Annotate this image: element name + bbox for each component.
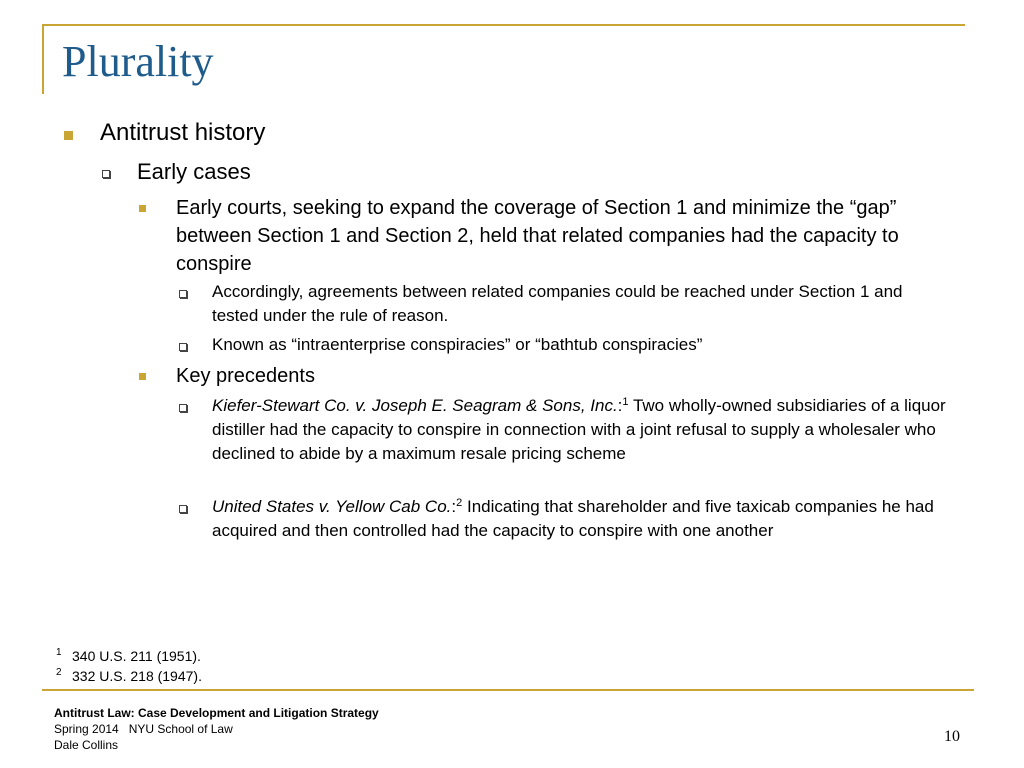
footnote-ref-2: 2 [456, 497, 463, 509]
footnote [56, 666, 202, 686]
bullet-early-cases: Early cases [137, 159, 251, 184]
footnote-text: 340 U.S. 211 (1951). [72, 648, 201, 664]
slide-title: Plurality [62, 37, 214, 86]
case-name-yellow-cab: United States v. Yellow Cab Co. [212, 497, 452, 516]
footnote-mark: 1 [56, 647, 62, 658]
bullet-known-as: Known as “intraenterprise conspiracies” or “bathtub conspiracies” [212, 335, 703, 354]
bullet-filled-square-icon [139, 373, 146, 380]
bottom-rule [42, 689, 974, 691]
bullet-yellow-cab: United States v. Yellow Cab Co.:$^2$ Indicating that shareholder and five taxicab companies he had acquired and then controlled had the capacity to conspire with one another [212, 497, 934, 540]
bullet-outline-square-icon [102, 170, 110, 178]
slide-footer [54, 705, 379, 753]
case-description-yellow-cab: Indicating that shareholder and five taxicab companies he had acquired and then controlled had the capacity to conspire with one another [212, 497, 934, 540]
bullet-outline-square-icon [179, 505, 187, 513]
footnote-text: 332 U.S. 218 (1947). [72, 668, 202, 684]
bullet-accordingly: Accordingly, agreements between related companies could be reached under Section 1 and tested under the rule of reason. [212, 282, 903, 325]
footnote-ref-1: 1 [622, 396, 629, 408]
bullet-antitrust-history: Antitrust history [100, 119, 266, 146]
bullet-filled-square-icon [64, 131, 73, 140]
bullet-kiefer: Kiefer-Stewart Co. v. Joseph E. Seagram & Sons, Inc.:$^1$ Two wholly-owned subsidiaries of a liquor distiller had the capacity to conspire in connection with a joint refusal to supply a wholesaler who declined to abide by a maximum resale pricing scheme [212, 396, 946, 463]
footnotes [56, 646, 202, 686]
footnote [56, 646, 202, 666]
top-rule [42, 24, 965, 26]
footnote-mark: 2 [56, 667, 62, 678]
bullet-early-courts: Early courts, seeking to expand the coverage of Section 1 and minimize the “gap” between Section 1 and Section 2, held that related companies had the capacity to conspire [176, 197, 899, 275]
page-number: 10 [944, 728, 960, 745]
bullet-outline-square-icon [179, 290, 187, 298]
case-description-kiefer: Two wholly-owned subsidiaries of a liquor distiller had the capacity to conspire in connection with a joint refusal to supply a wholesaler who declined to abide by a maximum resale pricing scheme [212, 396, 946, 463]
bullet-outline-square-icon [179, 404, 187, 412]
left-rule [42, 24, 44, 94]
bullet-outline-square-icon [179, 343, 187, 351]
footer-author: Dale Collins [54, 738, 119, 752]
bullet-filled-square-icon [139, 205, 146, 212]
footer-course: Antitrust Law: Case Development and Litigation Strategy [54, 706, 379, 720]
bullet-key-precedents: Key precedents [176, 365, 315, 387]
footer-term: Spring 2014 NYU School of Law [54, 722, 233, 736]
case-name-kiefer: Kiefer-Stewart Co. v. Joseph E. Seagram & Sons, Inc. [212, 396, 618, 415]
